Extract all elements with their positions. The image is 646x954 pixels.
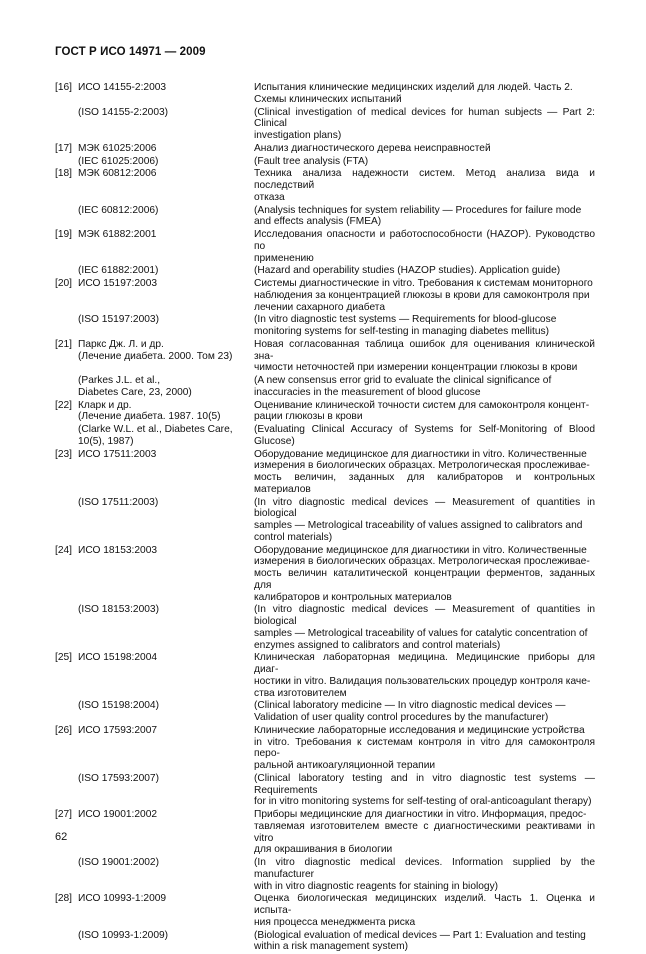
entry-number	[55, 857, 78, 892]
bibliography-entry	[55, 545, 595, 604]
reference-line: Diabetes Care, 23, 2000)	[78, 386, 192, 398]
bibliography-entry	[55, 893, 595, 928]
entry-title	[254, 229, 595, 264]
reference-line: МЭК 61882:2001	[78, 229, 157, 240]
title-line: Системы диагностические in vitro. Требования к системам мониторного	[254, 278, 593, 289]
title-line: отказа	[254, 191, 285, 203]
entry-title	[254, 400, 595, 424]
reference-line: МЭК 61025:2006	[78, 142, 157, 154]
reference-line: (ISO 17593:2007)	[78, 772, 159, 784]
entry-title	[254, 375, 595, 399]
title-line: for in vitro monitoring systems for self-testing of oral-anticoagulant therapy)	[254, 796, 592, 808]
entry-reference	[78, 545, 254, 604]
entry-reference	[78, 107, 254, 142]
entry-number: [25]	[55, 652, 72, 664]
title-line: ральной антикоагуляционной терапии	[254, 760, 436, 771]
entry-reference	[78, 773, 254, 808]
reference-line: ИСО 17511:2003	[78, 448, 157, 460]
title-line: inaccuracies in the measurement of blood glucose	[254, 386, 481, 398]
title-line: ства изготовителем	[254, 687, 347, 699]
reference-line: ИСО 10993-1:2009	[78, 893, 167, 905]
entry-number: [22]	[55, 399, 72, 411]
reference-line: ИСО 15198:2004	[78, 652, 158, 664]
bibliography-entry	[55, 604, 595, 651]
title-line: (In vitro diagnostic medical devices — Measurement of quantities in biological	[254, 496, 595, 520]
reference-line: ИСО 17593:2007	[78, 724, 158, 736]
title-line: (Fault tree analysis (FTA)	[254, 155, 369, 167]
entry-reference	[78, 725, 254, 772]
reference-line: (Лечение диабета. 1987. 10(5)	[78, 411, 221, 423]
entry-title	[254, 205, 595, 229]
bibliography-entry	[55, 278, 595, 313]
entry-number	[55, 107, 78, 142]
bibliography-entry	[55, 168, 595, 203]
entry-number: [18]	[55, 168, 72, 180]
reference-line: (ISO 18153:2003)	[78, 604, 159, 616]
entry-title	[254, 314, 595, 338]
reference-line: (IEC 60812:2006)	[78, 204, 159, 216]
reference-line: ИСО 18153:2003	[78, 544, 158, 556]
entry-reference	[78, 809, 254, 856]
title-line: with in vitro diagnostic reagents for staining in biology)	[254, 880, 499, 892]
entry-number	[55, 156, 78, 168]
entry-reference	[78, 604, 254, 651]
entry-reference	[78, 156, 254, 168]
title-line: Новая согласованная таблица ошибок для оценивания клинической зна-	[254, 338, 595, 362]
bibliography-entry	[55, 107, 595, 142]
title-line: Оценивание клинической точности систем для самоконтроля концент-	[254, 399, 590, 411]
entry-title	[254, 107, 595, 142]
bibliography-entry	[55, 400, 595, 424]
bibliography-entry	[55, 82, 595, 106]
entry-number: [19]	[55, 229, 72, 240]
title-line: (Clinical laboratory testing and in vitro diagnostic test systems — Requirements	[254, 772, 595, 796]
bibliography-entry	[55, 156, 595, 168]
title-line: investigation plans)	[254, 130, 342, 141]
title-line: (Biological evaluation of medical devices — Part 1: Evaluation and testing	[254, 929, 586, 941]
title-line: Validation of user quality control procedures by the manufacturer)	[254, 712, 549, 723]
title-line: тавляемая изготовителем вместе с диагностическими реактивами in vitro	[254, 820, 595, 844]
entry-title	[254, 545, 595, 604]
bibliography-entry	[55, 652, 595, 699]
bibliography-entry	[55, 205, 595, 229]
entry-title	[254, 773, 595, 808]
entry-title	[254, 424, 595, 448]
reference-line: МЭК 60812:2006	[78, 168, 157, 180]
title-line: (Clinical investigation of medical devices for human subjects — Part 2: Clinical	[254, 106, 595, 130]
title-line: (A new consensus error grid to evaluate the clinical significance of	[254, 375, 552, 386]
entry-reference	[78, 82, 254, 106]
entry-number: [24]	[55, 544, 72, 556]
entry-title	[254, 857, 595, 892]
reference-line: (IEC 61025:2006)	[78, 155, 159, 167]
entry-reference	[78, 893, 254, 928]
title-line: для окрашивания в биологии	[254, 844, 393, 856]
entry-reference	[78, 143, 254, 155]
entry-reference	[78, 265, 254, 277]
title-line: мость величин каталитической концентрации ферментов, заданных для	[254, 568, 595, 591]
title-line: рации глюкозы в крови	[254, 411, 363, 423]
bibliography-entry	[55, 229, 595, 264]
entry-title	[254, 930, 595, 954]
title-line: Техника анализа надежности систем. Метод анализа вида и последствий	[254, 168, 595, 191]
reference-line: (IEC 61882:2001)	[78, 265, 159, 277]
title-line: (Analysis techniques for system reliability — Procedures for failure mode	[254, 204, 582, 216]
entry-number	[55, 205, 78, 229]
entry-reference	[78, 449, 254, 496]
bibliography-entry	[55, 375, 595, 399]
bibliography-entry	[55, 773, 595, 808]
reference-line: (Clarke W.L. et al., Diabetes Care,	[78, 424, 233, 435]
entry-reference	[78, 229, 254, 264]
entry-number: [16]	[55, 82, 72, 93]
title-line: samples — Metrological traceability of values assigned to calibrators and	[254, 520, 583, 531]
entry-reference	[78, 168, 254, 203]
entry-number	[55, 424, 78, 448]
entry-number	[55, 930, 78, 954]
title-line: лечении сахарного диабета	[254, 301, 385, 313]
entry-reference	[78, 400, 254, 424]
page-header: ГОСТ Р ИСО 14971 — 2009	[55, 46, 206, 58]
bibliography-entry	[55, 497, 595, 544]
title-line: monitoring systems for self-testing in managing diabetes mellitus)	[254, 326, 549, 337]
reference-line: Кларк и др.	[78, 399, 132, 411]
entry-number	[55, 375, 78, 399]
reference-line: ИСО 14155-2:2003	[78, 82, 167, 93]
entry-number: [20]	[55, 278, 72, 289]
reference-line: 10(5), 1987)	[78, 435, 134, 447]
entry-number	[55, 265, 78, 277]
entry-number: [27]	[55, 809, 72, 820]
bibliography-entry	[55, 700, 595, 724]
title-line: Оборудование медицинское для диагностики in vitro. Количественные	[254, 448, 587, 460]
entry-reference	[78, 652, 254, 699]
reference-line: (ISO 10993-1:2009)	[78, 929, 169, 941]
entry-title	[254, 893, 595, 928]
entry-title	[254, 339, 595, 374]
bibliography-entry	[55, 424, 595, 448]
reference-line: (ISO 15197:2003)	[78, 314, 159, 326]
page-number: 62	[55, 831, 68, 843]
entry-reference	[78, 375, 254, 399]
entry-title	[254, 604, 595, 651]
entry-number	[55, 773, 78, 808]
title-line: Исследования опасности и работоспособности (HAZOP). Руководство по	[254, 229, 595, 252]
title-line: Оценка биологическая медицинских изделий. Часть 1. Оценка и испыта-	[254, 893, 595, 916]
bibliography-list	[55, 82, 595, 954]
entry-number	[55, 700, 78, 724]
entry-number: [21]	[55, 338, 72, 350]
title-line: Схемы клинических испытаний	[254, 93, 402, 105]
reference-line: (Parkes J.L. et al.,	[78, 375, 161, 386]
bibliography-entry	[55, 857, 595, 892]
entry-reference	[78, 930, 254, 954]
reference-line: (Лечение диабета. 2000. Том 23)	[78, 350, 233, 362]
entry-title	[254, 82, 595, 106]
title-line: and effects analysis (FMEA)	[254, 216, 382, 228]
entry-title	[254, 809, 595, 856]
bibliography-entry	[55, 449, 595, 496]
title-line: Анализ диагностического дерева неисправностей	[254, 142, 491, 154]
entry-title	[254, 265, 595, 277]
title-line: in vitro. Требования к системам контроля in vitro для самоконтроля перо-	[254, 736, 595, 760]
title-line: (Clinical laboratory medicine — In vitro diagnostic medical devices —	[254, 700, 566, 712]
entry-reference	[78, 314, 254, 338]
title-line: (Hazard and operability studies (HAZOP studies). Application guide)	[254, 265, 561, 277]
title-line: within a risk management system)	[254, 941, 408, 953]
entry-number	[55, 497, 78, 544]
entry-number	[55, 604, 78, 651]
title-line: samples — Metrological traceability of values for catalytic concentration of	[254, 627, 588, 639]
reference-line: (ISO 19001:2002)	[78, 857, 159, 868]
bibliography-entry	[55, 143, 595, 155]
title-line: ностики in vitro. Валидация пользовательских процедур контроля каче-	[254, 675, 591, 687]
title-line: измерения в биологических образцах. Метрологическая прослеживае-	[254, 460, 590, 472]
reference-line: (ISO 17511:2003)	[78, 496, 159, 508]
title-line: enzymes assigned to calibrators and control materials)	[254, 639, 501, 651]
bibliography-entry	[55, 725, 595, 772]
bibliography-entry	[55, 809, 595, 856]
bibliography-entry	[55, 314, 595, 338]
title-line: измерения в биологических образцах. Метрологическая прослеживае-	[254, 556, 590, 568]
entry-reference	[78, 424, 254, 448]
reference-line: ИСО 19001:2002	[78, 809, 158, 820]
title-line: Оборудование медицинское для диагностики in vitro. Количественные	[254, 544, 587, 556]
title-line: мость величин, заданных для калибраторов и контрольных материалов	[254, 472, 595, 495]
entry-number: [26]	[55, 724, 72, 736]
title-line: применению	[254, 252, 314, 264]
title-line: наблюдения за концентрацией глюкозы в крови для самоконтроля при	[254, 289, 590, 301]
title-line: (In vitro diagnostic medical devices — Measurement of quantities in biological	[254, 604, 595, 627]
title-line: чимости неточностей при измерении концентрации глюкозы в крови	[254, 362, 578, 374]
entry-number: [23]	[55, 448, 72, 460]
entry-reference	[78, 339, 254, 374]
entry-reference	[78, 700, 254, 724]
entry-number	[55, 314, 78, 338]
entry-reference	[78, 278, 254, 313]
entry-title	[254, 700, 595, 724]
title-line: ния процесса менеджмента риска	[254, 916, 416, 928]
entry-title	[254, 156, 595, 168]
title-line: калибраторов и контрольных материалов	[254, 591, 452, 603]
entry-reference	[78, 497, 254, 544]
entry-title	[254, 278, 595, 313]
title-line: (In vitro diagnostic test systems — Requirements for blood-glucose	[254, 314, 557, 326]
reference-line: (ISO 14155-2:2003)	[78, 106, 169, 118]
entry-reference	[78, 857, 254, 892]
entry-title	[254, 497, 595, 544]
title-line: (In vitro diagnostic medical devices. Information supplied by the manufacturer	[254, 857, 595, 880]
bibliography-entry	[55, 339, 595, 374]
reference-line: (ISO 15198:2004)	[78, 700, 159, 712]
title-line: Испытания клинические медицинских изделий для людей. Часть 2.	[254, 82, 573, 93]
entry-number: [17]	[55, 142, 72, 154]
title-line: (Evaluating Clinical Accuracy of Systems for Self-Monitoring of Blood Glucose)	[254, 424, 595, 447]
title-line: Клиническая лабораторная медицина. Медицинские приборы для диаг-	[254, 652, 595, 675]
entry-title	[254, 652, 595, 699]
entry-reference	[78, 205, 254, 229]
title-line: Клинические лабораторные исследования и медицинские устройства	[254, 724, 585, 736]
bibliography-entry	[55, 930, 595, 954]
entry-title	[254, 725, 595, 772]
reference-line: Паркс Дж. Л. и др.	[78, 338, 164, 350]
title-line: control materials)	[254, 531, 333, 543]
entry-title	[254, 143, 595, 155]
entry-title	[254, 168, 595, 203]
entry-title	[254, 449, 595, 496]
title-line: Приборы медицинские для диагностики in vitro. Информация, предос-	[254, 809, 587, 820]
entry-number: [28]	[55, 893, 72, 905]
reference-line: ИСО 15197:2003	[78, 278, 158, 289]
bibliography-entry	[55, 265, 595, 277]
